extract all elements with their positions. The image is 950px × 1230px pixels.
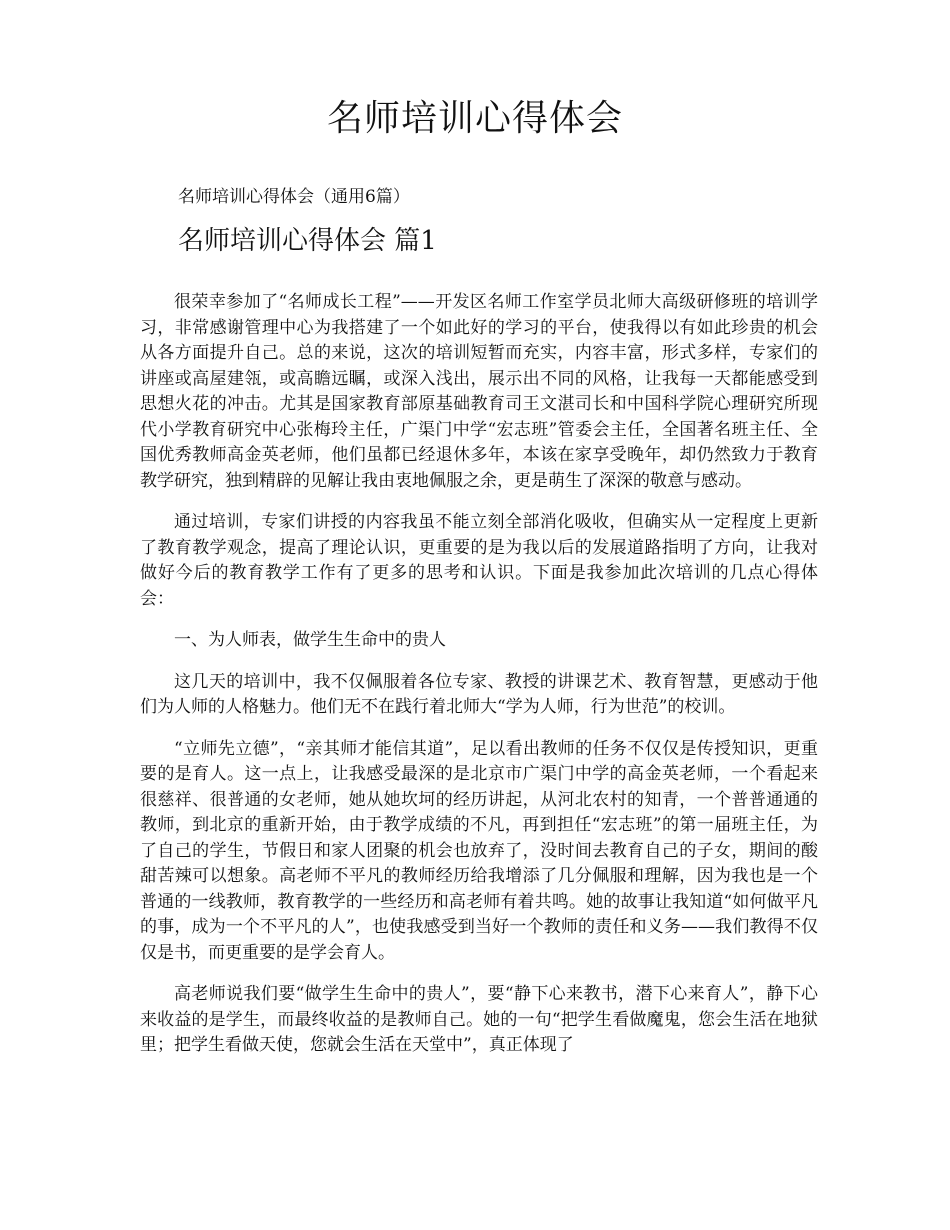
- paragraph: 很荣幸参加了“名师成长工程”——开发区名师工作室学员北师大高级研修班的培训学习，非常感谢管理中心为我搭建了一个如此好的学习的平台，使我得以有如此珍贵的机会从各方面提升自己。总的来说，这次的培训短暂而充实，内容丰富，形式多样，专家们的讲座或高屋建瓴，或高瞻远瞩，或深入浅出，展示出不同的风格，让我每一天都能感受到思想火花的冲击。尤其是国家教育部原基础教育司王文湛司长和中国科学院心理研究所现代小学教育研究中心张梅玲主任，广渠门中学“宏志班”管委会主任，全国著名班主任、全国优秀教师高金英老师，他们虽都已经退休多年，本该在家享受晚年，却仍然致力于教育教学研究，独到精辟的见解让我由衷地佩服之余，更是萌生了深深的敬意与感动。: [140, 292, 818, 491]
- document-title: 名师培训心得体会: [326, 98, 623, 139]
- paragraph: “立师先立德”，“亲其师才能信其道”，足以看出教师的任务不仅仅是传授知识，更重要的是育人。这一点上，让我感受最深的是北京市广渠门中学的高金英老师，一个看起来很慈祥、很普通的女老师，她从她坎坷的经历讲起，从河北农村的知青，一个普普通通的教师，到北京的重新开始，由于教学成绩的不凡，再到担任“宏志班”的第一届班主任，为了自己的学生，节假日和家人团聚的机会也放弃了，没时间去教育自己的子女，期间的酸甜苦辣可以想象。高老师不平凡的教师经历给我增添了几分佩服和理解，因为我也是一个普通的一线教师，教育教学的一些经历和高老师有着共鸣。她的故事让我知道“如何做平凡的事，成为一个不平凡的人”，也使我感受到当好一个教师的责任和义务——我们教得不仅仅是书，而更重要的是学会育人。: [140, 738, 818, 963]
- paragraph: 高老师说我们要“做学生生命中的贵人”，要“静下心来教书，潜下心来育人”，静下心来收益的是学生，而最终收益的是教师自己。她的一句“把学生看做魔鬼，您会生活在地狱里；把学生看做天使，您就会生活在天堂中”，真正体现了: [140, 984, 818, 1055]
- document-body: [140, 290, 818, 1075]
- document-subtitle: 名师培训心得体会（通用6篇）: [178, 187, 410, 207]
- section-heading: 名师培训心得体会 篇1: [178, 226, 437, 256]
- paragraph: 这几天的培训中，我不仅佩服着各位专家、教授的讲课艺术、教育智慧，更感动于他们为人师的人格魅力。他们无不在践行着北师大“学为人师，行为世范”的校训。: [140, 671, 818, 717]
- paragraph: 通过培训，专家们讲授的内容我虽不能立刻全部消化吸收，但确实从一定程度上更新了教育教学观念，提高了理论认识，更重要的是为我以后的发展道路指明了方向，让我对做好今后的教育教学工作有了更多的思考和认识。下面是我参加此次培训的几点心得体会：: [140, 512, 818, 609]
- section-subheading: 一、为人师表，做学生生命中的贵人: [174, 630, 446, 650]
